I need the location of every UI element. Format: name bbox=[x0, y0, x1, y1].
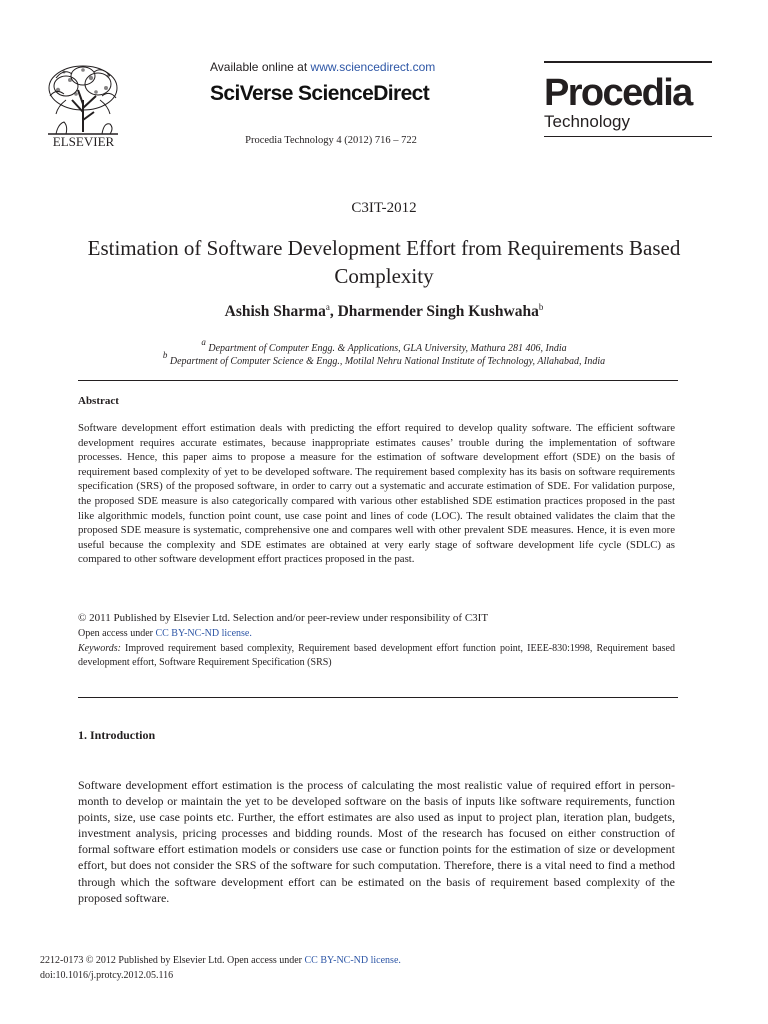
availability-prefix: Available online at bbox=[210, 60, 311, 74]
sciencedirect-link[interactable]: www.sciencedirect.com bbox=[310, 60, 436, 74]
platform-name: SciVerse ScienceDirect bbox=[210, 82, 430, 105]
affiliation-b bbox=[0, 350, 768, 367]
issn-text: 2212-0173 © 2012 Published by Elsevier Ltd. Open access under bbox=[40, 955, 305, 966]
affiliation-text: Department of Computer Science & Engg., Motilal Nehru National Institute of Technology, Allahabad, India bbox=[167, 356, 606, 367]
author-name: Dharmender Singh Kushwaha bbox=[337, 303, 539, 320]
open-access-line bbox=[78, 628, 252, 639]
journal-reference: Procedia Technology 4 (2012) 716 – 722 bbox=[245, 135, 417, 146]
footer-license-link[interactable]: CC BY-NC-ND license. bbox=[304, 955, 401, 966]
affiliation-mark: b bbox=[538, 302, 544, 312]
affiliation-mark: b bbox=[162, 350, 168, 360]
author-name: Ashish Sharma bbox=[224, 303, 326, 320]
author-separator: , bbox=[329, 303, 338, 320]
affiliation-mark: a bbox=[325, 302, 330, 312]
abstract-top-divider bbox=[78, 380, 678, 381]
keywords-block bbox=[78, 642, 675, 670]
keywords-label: Keywords: bbox=[78, 643, 121, 654]
publisher-label: ELSEVIER bbox=[52, 134, 115, 149]
journal-subtitle: Technology bbox=[544, 112, 631, 131]
issn-line bbox=[40, 953, 401, 968]
availability-line bbox=[210, 60, 435, 74]
elsevier-tree-icon bbox=[36, 60, 131, 150]
journal-brand bbox=[544, 61, 712, 137]
open-access-prefix: Open access under bbox=[78, 628, 156, 639]
brand-top-rule bbox=[544, 61, 712, 63]
abstract-text: Software development effort estimation deals with predicting the effort required to develop quality software. The efficient software development requires accurate estimates, because inappropriate estimates causes’ trouble during the implementation of software processes. Hence, this paper aims to propose a measure for the estimation of software development effort (SDE) on the basis of requirement based complexity of yet to be developed software. The requirement based complexity has its basis on software requirements specification (SRS) of the proposed software, in order to carry out a systematic and accurate estimation of SDE. For validation purpose, the proposed SDE measure is also categorically compared with various other established SDE estimation practices proposed in the past like algorithmic models, function point count, use case point and lines of code (LOC). The result obtained validates the claim that the proposed SDE measure is systematic, comprehensive one and compares well with other prevalent SDE measures. Hence, it is even more useful because the complexity and SDE estimates are obtained at very early stage of software development life cycle (SDLC) as compared to other software development effort practices proposed in the past. bbox=[78, 422, 675, 566]
elsevier-logo bbox=[36, 60, 131, 150]
paper-title: Estimation of Software Development Effort from Requirements Based Complexity bbox=[87, 236, 681, 288]
introduction-text: Software development effort estimation is the process of calculating the most realistic value of required effort in person-month to develop or maintain the yet to be developed software on the basis of inputs like software requirements, function points, size, use case points etc. Further, the effort estimates are also used as input to project plan, iteration plan, budgets, investment analysis, pricing processes and bidding rounds. Most of the research has focused on either construction of formal software effort estimation models or considers use case or function points for the estimation of size or development effort, but does not consider the SRS of the software for such computation. Therefore, there is a vital need to find a method through which the software development effort can be estimated on the basis of requirement based complexity of the proposed software. bbox=[78, 778, 675, 905]
doi-line: doi:10.1016/j.protcy.2012.05.116 bbox=[40, 970, 174, 981]
page-footer bbox=[40, 953, 401, 983]
keywords-text: Improved requirement based complexity, Requirement based development effort function point, IEEE-830:1998, Requirement based development effort, Software Requirement Specification (SRS) bbox=[78, 643, 675, 668]
journal-name: Procedia bbox=[544, 72, 692, 114]
copyright-line: © 2011 Published by Elsevier Ltd. Selection and/or peer-review under responsibility of C3IT bbox=[78, 612, 489, 624]
affiliation-text: Department of Computer Engg. & Applications, GLA University, Mathura 281 406, India bbox=[205, 343, 567, 354]
abstract-bottom-divider bbox=[78, 697, 678, 698]
conference-label: C3IT-2012 bbox=[351, 200, 417, 216]
affiliation-mark: a bbox=[201, 337, 206, 347]
section-heading: 1. Introduction bbox=[78, 728, 156, 742]
abstract-heading: Abstract bbox=[78, 395, 119, 407]
license-link[interactable]: CC BY-NC-ND license. bbox=[155, 628, 252, 639]
brand-bottom-rule bbox=[544, 136, 712, 137]
author-line bbox=[0, 302, 768, 321]
